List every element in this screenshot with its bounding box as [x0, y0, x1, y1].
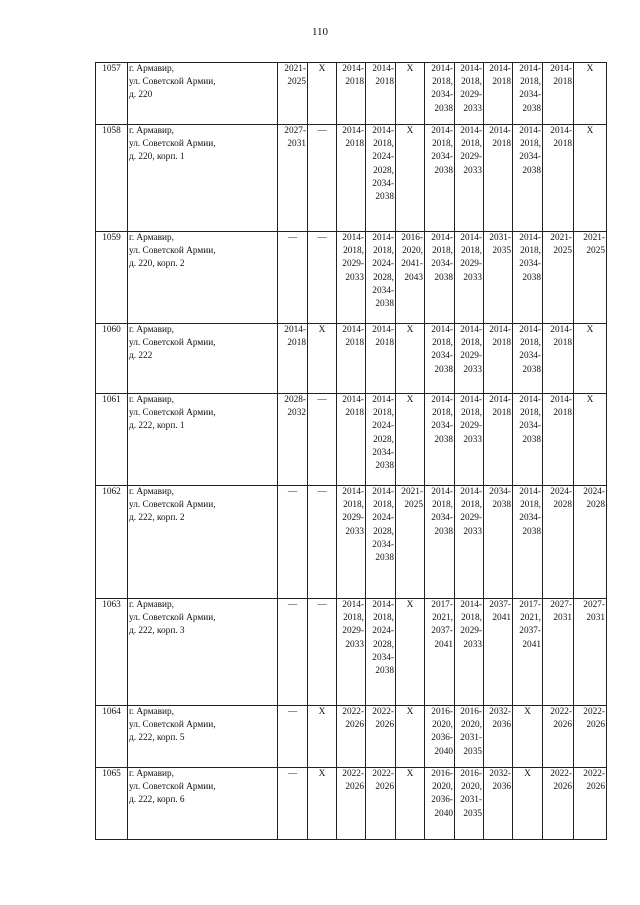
table-row	[96, 324, 607, 394]
period-cell: 2014- 2018, 2034- 2038	[513, 324, 543, 394]
period-cell: Х	[574, 324, 607, 394]
row-number: 1057	[96, 63, 128, 125]
period-cell: 2014- 2018	[337, 125, 366, 232]
period-cell: Х	[513, 768, 543, 840]
period-cell: Х	[308, 324, 337, 394]
period-cell: 2024- 2028	[543, 486, 574, 599]
period-cell: 2014- 2018	[484, 125, 513, 232]
period-cell: —	[278, 232, 308, 324]
period-cell: —	[308, 125, 337, 232]
period-cell: 2022- 2026	[366, 768, 396, 840]
period-cell: 2022- 2026	[366, 706, 396, 768]
period-cell: 2022- 2026	[574, 706, 607, 768]
period-cell: Х	[396, 63, 425, 125]
row-number: 1063	[96, 599, 128, 706]
period-cell: Х	[308, 63, 337, 125]
period-cell: Х	[574, 394, 607, 486]
period-cell: —	[308, 599, 337, 706]
period-cell: 2034- 2038	[484, 486, 513, 599]
address-cell: г. Армавир, ул. Советской Армии, д. 222, корп. 5	[128, 706, 278, 768]
period-cell: 2014- 2018, 2029- 2033	[455, 599, 484, 706]
period-cell: 2014- 2018, 2034- 2038	[425, 232, 455, 324]
period-cell: Х	[513, 706, 543, 768]
period-cell: 2014- 2018, 2029- 2033	[455, 394, 484, 486]
page-number: 110	[311, 26, 329, 38]
table-row	[96, 125, 607, 232]
period-cell: Х	[396, 706, 425, 768]
period-cell: Х	[396, 599, 425, 706]
period-cell: 2014- 2018, 2029- 2033	[455, 232, 484, 324]
period-cell: 2014- 2018	[366, 63, 396, 125]
table-row	[96, 768, 607, 840]
period-cell: 2014- 2018, 2034- 2038	[425, 394, 455, 486]
period-cell: 2016- 2020, 2041- 2043	[396, 232, 425, 324]
period-cell: 2014- 2018, 2034- 2038	[425, 63, 455, 125]
period-cell: 2014- 2018, 2034- 2038	[513, 125, 543, 232]
address-cell: г. Армавир, ул. Советской Армии, д. 220	[128, 63, 278, 125]
period-cell: 2014- 2018	[366, 324, 396, 394]
row-number: 1060	[96, 324, 128, 394]
period-cell: 2014- 2018, 2029- 2033	[455, 125, 484, 232]
period-cell: 2014- 2018	[337, 324, 366, 394]
period-cell: 2014- 2018, 2029- 2033	[455, 63, 484, 125]
period-cell: 2022- 2026	[337, 768, 366, 840]
period-cell: Х	[396, 768, 425, 840]
address-cell: г. Армавир, ул. Советской Армии, д. 220, корп. 1	[128, 125, 278, 232]
period-cell: 2014- 2018	[337, 63, 366, 125]
period-cell: 2014- 2018, 2024- 2028, 2034- 2038	[366, 232, 396, 324]
address-cell: г. Армавир, ул. Советской Армии, д. 222, корп. 2	[128, 486, 278, 599]
period-cell: 2014- 2018, 2024- 2028, 2034- 2038	[366, 125, 396, 232]
period-cell: 2014- 2018, 2029- 2033	[337, 486, 366, 599]
period-cell: Х	[396, 324, 425, 394]
period-cell: Х	[574, 63, 607, 125]
period-cell: 2014- 2018, 2034- 2038	[425, 125, 455, 232]
period-cell: 2014- 2018	[543, 394, 574, 486]
period-cell: 2016- 2020, 2031- 2035	[455, 706, 484, 768]
period-cell: 2014- 2018	[484, 63, 513, 125]
period-cell: 2022- 2026	[543, 706, 574, 768]
period-cell: —	[308, 394, 337, 486]
period-cell: 2014- 2018	[337, 394, 366, 486]
period-cell: 2028- 2032	[278, 394, 308, 486]
period-cell: Х	[396, 125, 425, 232]
period-cell: 2021- 2025	[574, 232, 607, 324]
address-cell: г. Армавир, ул. Советской Армии, д. 222, корп. 3	[128, 599, 278, 706]
period-cell: 2024- 2028	[574, 486, 607, 599]
table-row	[96, 394, 607, 486]
period-cell: 2014- 2018, 2029- 2033	[455, 324, 484, 394]
period-cell: 2022- 2026	[543, 768, 574, 840]
period-cell: Х	[396, 394, 425, 486]
period-cell: —	[308, 486, 337, 599]
period-cell: Х	[308, 768, 337, 840]
row-number: 1064	[96, 706, 128, 768]
period-cell: 2031- 2035	[484, 232, 513, 324]
period-cell: Х	[574, 125, 607, 232]
period-cell: 2014- 2018, 2034- 2038	[513, 63, 543, 125]
address-cell: г. Армавир, ул. Советской Армии, д. 222, корп. 1	[128, 394, 278, 486]
period-cell: 2014- 2018, 2034- 2038	[425, 324, 455, 394]
period-cell: 2016- 2020, 2036- 2040	[425, 768, 455, 840]
table-row	[96, 706, 607, 768]
period-cell: —	[278, 706, 308, 768]
period-cell: Х	[308, 706, 337, 768]
row-number: 1062	[96, 486, 128, 599]
period-cell: 2021- 2025	[543, 232, 574, 324]
period-cell: 2021- 2025	[278, 63, 308, 125]
row-number: 1065	[96, 768, 128, 840]
period-cell: 2014- 2018, 2024- 2028, 2034- 2038	[366, 394, 396, 486]
table-row	[96, 486, 607, 599]
period-cell: 2014- 2018, 2034- 2038	[513, 394, 543, 486]
period-cell: 2027- 2031	[574, 599, 607, 706]
period-cell: 2014- 2018, 2029- 2033	[337, 599, 366, 706]
row-number: 1059	[96, 232, 128, 324]
period-cell: 2032- 2036	[484, 706, 513, 768]
period-cell: 2014- 2018	[484, 394, 513, 486]
period-cell: 2014- 2018, 2034- 2038	[513, 232, 543, 324]
period-cell: 2014- 2018, 2029- 2033	[337, 232, 366, 324]
period-cell: 2014- 2018	[278, 324, 308, 394]
address-cell: г. Армавир, ул. Советской Армии, д. 222	[128, 324, 278, 394]
period-cell: 2022- 2026	[337, 706, 366, 768]
period-cell: 2014- 2018, 2034- 2038	[513, 486, 543, 599]
period-cell: 2014- 2018, 2034- 2038	[425, 486, 455, 599]
period-cell: 2021- 2025	[396, 486, 425, 599]
period-cell: 2027- 2031	[543, 599, 574, 706]
address-cell: г. Армавир, ул. Советской Армии, д. 220, корп. 2	[128, 232, 278, 324]
row-number: 1061	[96, 394, 128, 486]
period-cell: 2014- 2018	[543, 125, 574, 232]
period-cell: 2014- 2018, 2024- 2028, 2034- 2038	[366, 599, 396, 706]
period-cell: 2014- 2018	[484, 324, 513, 394]
period-cell: 2014- 2018, 2029- 2033	[455, 486, 484, 599]
period-cell: 2014- 2018	[543, 324, 574, 394]
address-cell: г. Армавир, ул. Советской Армии, д. 222, корп. 6	[128, 768, 278, 840]
period-cell: 2037- 2041	[484, 599, 513, 706]
period-cell: 2017- 2021, 2037- 2041	[513, 599, 543, 706]
period-cell: —	[308, 232, 337, 324]
period-cell: 2016- 2020, 2031- 2035	[455, 768, 484, 840]
period-cell: —	[278, 599, 308, 706]
period-cell: 2017- 2021, 2037- 2041	[425, 599, 455, 706]
period-cell: 2022- 2026	[574, 768, 607, 840]
period-cell: 2027- 2031	[278, 125, 308, 232]
schedule-table	[95, 62, 607, 840]
period-cell: 2014- 2018, 2024- 2028, 2034- 2038	[366, 486, 396, 599]
period-cell: 2014- 2018	[543, 63, 574, 125]
table-row	[96, 599, 607, 706]
table-row	[96, 63, 607, 125]
row-number: 1058	[96, 125, 128, 232]
period-cell: —	[278, 768, 308, 840]
period-cell: 2032- 2036	[484, 768, 513, 840]
period-cell: —	[278, 486, 308, 599]
table-row	[96, 232, 607, 324]
period-cell: 2016- 2020, 2036- 2040	[425, 706, 455, 768]
